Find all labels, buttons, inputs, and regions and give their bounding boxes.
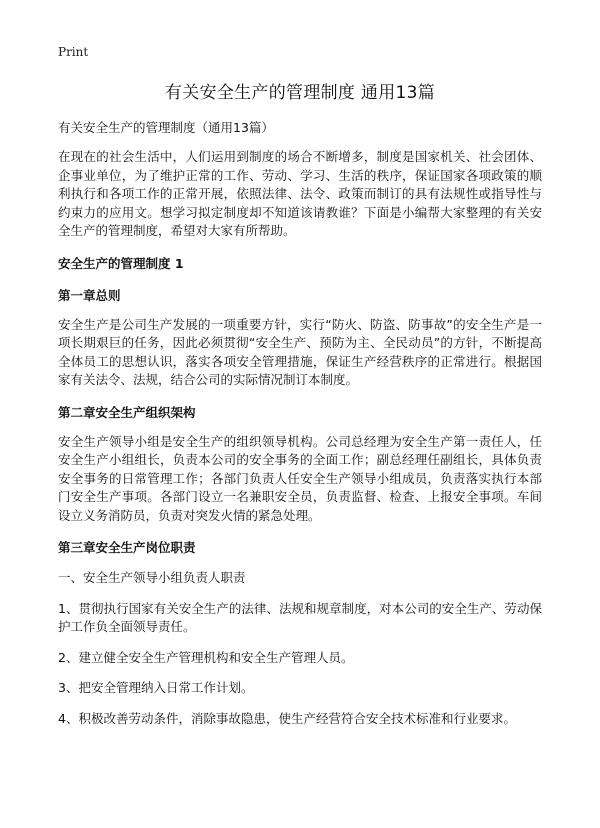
chapter1-paragraph: 安全生产是公司生产发展的一项重要方针，实行“防火、防盗、防事故”的安全生产是一项长期艰巨的任务，因此必须贯彻“安全生产、预防为主、全民动员”的方针，不断提高全体员工的思想认识，落实各项安全管理措施，保证生产经营秩序的正常进行。根据国家有关法令、法规，结合公司的实际情况制订本制度。 (58, 316, 542, 387)
duty-item-1: 1、贯彻执行国家有关安全生产的法律、法规和规章制度，对本公司的安全生产、劳动保护工作负全面领导责任。 (58, 600, 542, 634)
chapter3-heading: 第三章安全生产岗位职责 (58, 540, 196, 555)
duty-item-2: 2、建立健全安全生产管理机构和安全生产管理人员。 (58, 649, 354, 665)
duty-item-4: 4、积极改善劳动条件，消除事故隐患，使生产经营符合安全技术标准和行业要求。 (58, 710, 516, 726)
chapter1-heading: 第一章总则 (58, 287, 121, 303)
section-heading: 安全生产的管理制度 1 (58, 255, 184, 271)
page-title: 有关安全生产的管理制度 通用13篇 (164, 83, 436, 103)
chapter2-heading: 第二章安全生产组织架构 (58, 404, 196, 420)
intro-paragraph: 在现在的社会生活中，人们运用到制度的场合不断增多，制度是国家机关、社会团体、企事业单位，为了维护正常的工作、劳动、学习、生活的秩序，保证国家各项政策的顺利执行和各项工作的正常开展，依照法律、法令、政策而制订的具有法规性或指导性与约束力的应用文。想学习拟定制度却不知道该请教谁？下面是小编帮大家整理的有关安全生产的管理制度，希望对大家有所帮助。 (58, 149, 542, 238)
document-subtitle: 有关安全生产的管理制度（通用13篇） (58, 120, 274, 135)
duty-item-3: 3、把安全管理纳入日常工作计划。 (58, 680, 254, 695)
print-link[interactable]: Print (58, 45, 89, 59)
duty-subheading: 一、安全生产领导小组负责人职责 (58, 570, 246, 585)
chapter2-paragraph: 安全生产领导小组是安全生产的组织领导机构。公司总经理为安全生产第一责任人，任安全生产小组组长，负责本公司的安全事务的全面工作；副总经理任副组长，具体负责安全事务的日常管理工作；各部门负责人任安全生产领导小组成员，负责落实执行本部门安全生产事项。各部门设立一名兼职安全员，负责监督、检查、上报安全事项。车间设立义务消防员，负责对突发火情的紧急处理。 (58, 433, 542, 523)
